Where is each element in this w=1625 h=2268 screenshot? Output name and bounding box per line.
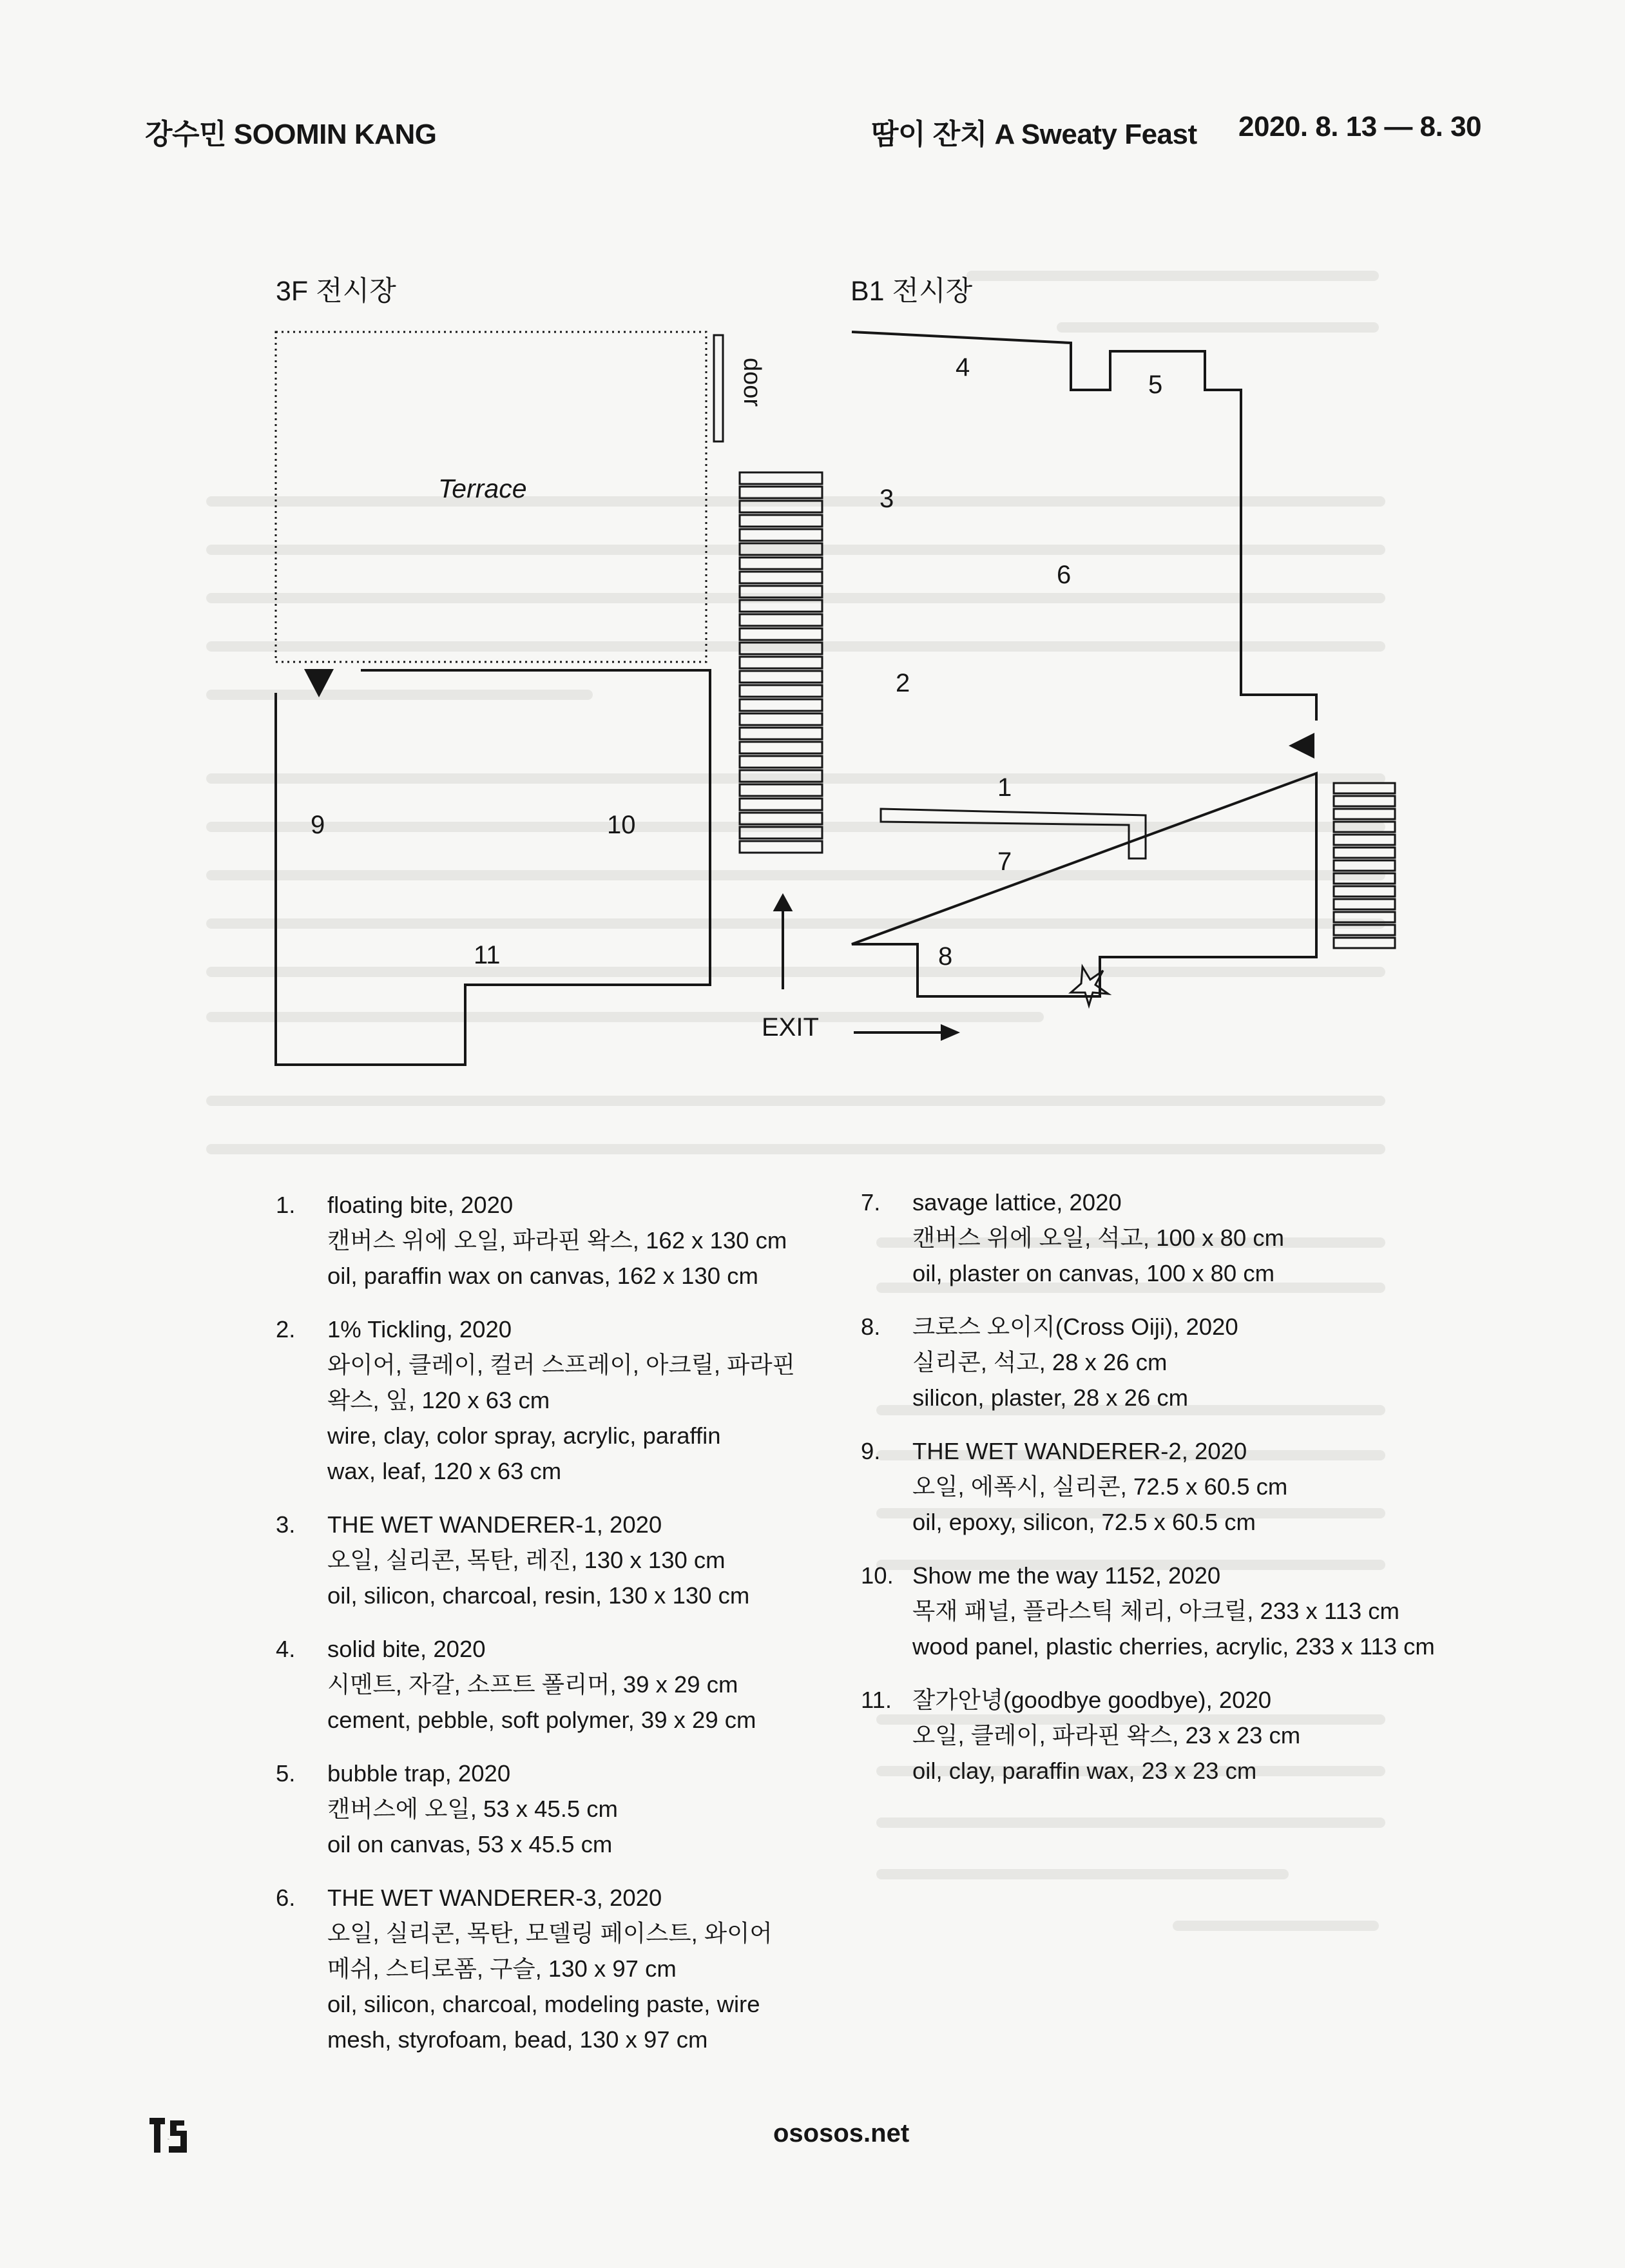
work-item bbox=[861, 1309, 1595, 1415]
work-detail: oil, silicon, charcoal, resin, 130 x 130 cm bbox=[327, 1582, 750, 1609]
work-detail: 오일, 실리콘, 목탄, 모델링 페이스트, 와이어 bbox=[327, 1920, 773, 1946]
work-detail: 목재 패널, 플라스틱 체리, 아크릴, 233 x 113 cm bbox=[912, 1598, 1399, 1624]
artist-name: 강수민 SOOMIN KANG bbox=[145, 119, 437, 150]
room-number-6: 6 bbox=[1057, 561, 1072, 589]
room-number-5: 5 bbox=[1148, 371, 1163, 399]
entry-triangle-left-icon bbox=[1289, 733, 1314, 759]
work-detail: wax, leaf, 120 x 63 cm bbox=[327, 1458, 562, 1484]
work-detail: oil, paraffin wax on canvas, 162 x 130 cm bbox=[327, 1263, 758, 1289]
terrace-label: Terrace bbox=[438, 474, 527, 503]
work-detail: oil, epoxy, silicon, 72.5 x 60.5 cm bbox=[912, 1509, 1256, 1535]
work-detail: oil on canvas, 53 x 45.5 cm bbox=[327, 1831, 613, 1857]
work-number: 4. bbox=[276, 1636, 296, 1662]
work-item bbox=[276, 1756, 894, 1862]
work-detail: silicon, plaster, 28 x 26 cm bbox=[912, 1384, 1189, 1411]
work-detail: 시멘트, 자갈, 소프트 폴리머, 39 x 29 cm bbox=[327, 1671, 738, 1698]
work-detail: 캔버스 위에 오일, 파라핀 왁스, 162 x 130 cm bbox=[327, 1227, 787, 1254]
room-number-11: 11 bbox=[474, 941, 501, 969]
work-item bbox=[861, 1558, 1595, 1664]
floor-label-3f: 3F 전시장 bbox=[276, 276, 396, 307]
entry-triangle-down-icon bbox=[304, 669, 334, 697]
work-title: THE WET WANDERER-2, 2020 bbox=[912, 1438, 1247, 1464]
work-number: 2. bbox=[276, 1316, 296, 1342]
work-detail: 왁스, 잎, 120 x 63 cm bbox=[327, 1387, 550, 1413]
work-detail: oil, clay, paraffin wax, 23 x 23 cm bbox=[912, 1758, 1257, 1784]
work-number: 1. bbox=[276, 1192, 296, 1218]
exhibition-dates: 2020. 8. 13 — 8. 30 bbox=[1238, 111, 1482, 142]
work-number: 5. bbox=[276, 1760, 296, 1787]
work-item bbox=[276, 1187, 894, 1294]
room-3f-outline bbox=[276, 670, 710, 1065]
work-detail: 캔버스 위에 오일, 석고, 100 x 80 cm bbox=[912, 1225, 1285, 1251]
work-item bbox=[276, 1880, 894, 2057]
room-number-10: 10 bbox=[607, 811, 636, 839]
floor-label-b1: B1 전시장 bbox=[851, 276, 973, 307]
work-item bbox=[276, 1507, 894, 1613]
floor-plan bbox=[0, 0, 1625, 1096]
works-list-left bbox=[276, 1187, 894, 2075]
work-title: bubble trap, 2020 bbox=[327, 1760, 511, 1787]
work-detail: 캔버스에 오일, 53 x 45.5 cm bbox=[327, 1796, 618, 1822]
work-title: 잘가안녕(goodbye goodbye), 2020 bbox=[912, 1687, 1272, 1713]
work-number: 3. bbox=[276, 1511, 296, 1538]
work-detail: wood panel, plastic cherries, acrylic, 233 x 113 cm bbox=[912, 1633, 1435, 1660]
footer-url: ososos.net bbox=[773, 2119, 910, 2147]
work-detail: mesh, styrofoam, bead, 130 x 97 cm bbox=[327, 2026, 708, 2053]
work-title: THE WET WANDERER-3, 2020 bbox=[327, 1885, 662, 1911]
work-detail: oil, plaster on canvas, 100 x 80 cm bbox=[912, 1260, 1274, 1286]
work-number: 10. bbox=[861, 1562, 894, 1589]
work-title: 크로스 오이지(Cross Oiji), 2020 bbox=[912, 1313, 1238, 1340]
ts-logo-icon bbox=[147, 2114, 188, 2155]
work-item bbox=[276, 1312, 894, 1489]
room-number-9: 9 bbox=[311, 811, 325, 839]
work-detail: cement, pebble, soft polymer, 39 x 29 cm bbox=[327, 1707, 756, 1733]
work-detail: oil, silicon, charcoal, modeling paste, wire bbox=[327, 1991, 760, 2017]
work-detail: 오일, 클레이, 파라핀 왁스, 23 x 23 cm bbox=[912, 1722, 1301, 1749]
work-title: THE WET WANDERER-1, 2020 bbox=[327, 1511, 662, 1538]
room-number-3: 3 bbox=[880, 485, 894, 513]
work-item bbox=[861, 1433, 1595, 1540]
work-item bbox=[861, 1185, 1595, 1291]
work-title: 1% Tickling, 2020 bbox=[327, 1316, 512, 1342]
stairs-right bbox=[1334, 783, 1395, 948]
work-title: solid bite, 2020 bbox=[327, 1636, 486, 1662]
exit-label: EXIT bbox=[762, 1013, 819, 1042]
work-title: Show me the way 1152, 2020 bbox=[912, 1562, 1221, 1589]
work-number: 9. bbox=[861, 1438, 881, 1464]
room-b1-outline bbox=[852, 332, 1316, 996]
room-number-1: 1 bbox=[997, 773, 1012, 802]
work-detail: 오일, 실리콘, 목탄, 레진, 130 x 130 cm bbox=[327, 1547, 726, 1573]
work-detail: 실리콘, 석고, 28 x 26 cm bbox=[912, 1349, 1168, 1375]
star-marker-icon bbox=[1071, 967, 1108, 1005]
stairs-center bbox=[740, 472, 822, 853]
room-number-8: 8 bbox=[938, 942, 953, 971]
work-detail: wire, clay, color spray, acrylic, paraffin bbox=[327, 1422, 721, 1449]
work-title: savage lattice, 2020 bbox=[912, 1189, 1122, 1216]
work-number: 7. bbox=[861, 1189, 881, 1216]
work-number: 6. bbox=[276, 1885, 296, 1911]
work-item bbox=[861, 1682, 1595, 1788]
exhibition-title: 땀이 잔치 A Sweaty Feast bbox=[871, 119, 1197, 150]
room-number-7: 7 bbox=[997, 848, 1012, 876]
logo-text: TS bbox=[168, 2139, 169, 2140]
work-detail: 와이어, 클레이, 컬러 스프레이, 아크릴, 파라핀 bbox=[327, 1352, 795, 1378]
work-title: floating bite, 2020 bbox=[327, 1192, 514, 1218]
door-label: door bbox=[738, 358, 765, 407]
works-list-right bbox=[861, 1185, 1595, 1807]
work-detail: 오일, 에폭시, 실리콘, 72.5 x 60.5 cm bbox=[912, 1473, 1288, 1500]
work-number: 11. bbox=[861, 1687, 892, 1713]
room-number-2: 2 bbox=[896, 669, 910, 697]
work-item bbox=[276, 1631, 894, 1738]
door-bar bbox=[714, 335, 723, 441]
work-number: 8. bbox=[861, 1313, 881, 1340]
room-number-4: 4 bbox=[956, 353, 970, 382]
work-detail: 메쉬, 스티로폼, 구슬, 130 x 97 cm bbox=[327, 1955, 677, 1982]
